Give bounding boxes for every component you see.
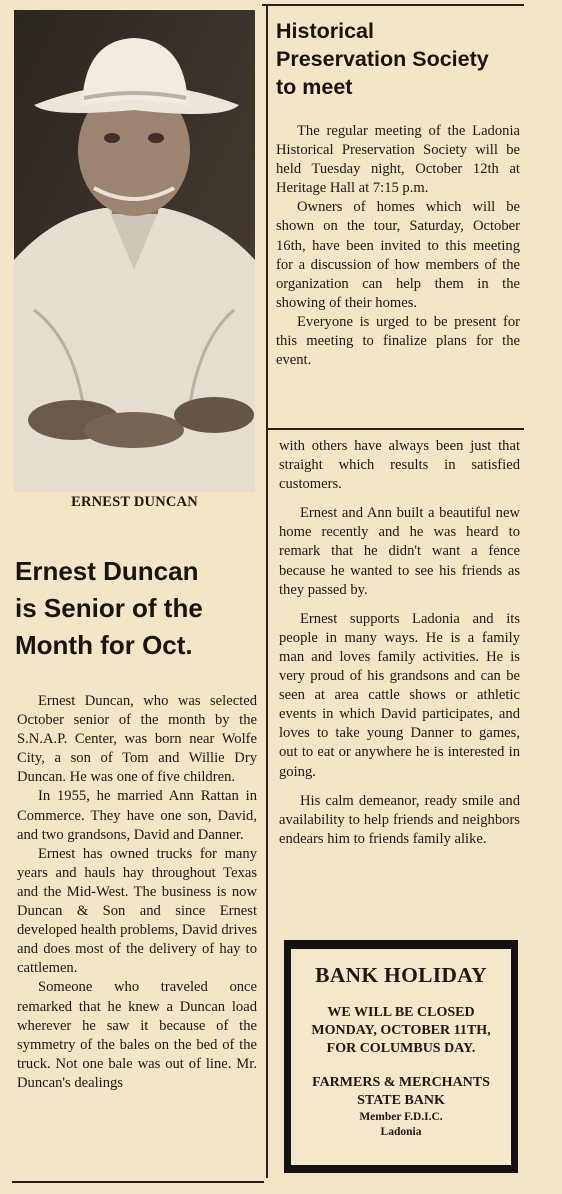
article-paragraph: Ernest and Ann built a beautiful new home recently and he was heard to remark that he didn't want a fence because he wanted to see his friends as they passed by. [279,505,520,598]
bottom-rule-left [12,1181,264,1183]
article-paragraph: His calm demeanor, ready smile and availability to help friends and neighbors endears him to friends family alike. [279,792,520,847]
society-headline-line: to meet [276,75,353,99]
senior-headline-line: Ernest Duncan [15,556,199,586]
portrait-illustration [14,10,255,492]
bank-ad-line: WE WILL BE CLOSED [327,1005,475,1020]
article-paragraph: Someone who traveled once remarked that he knew a Duncan load wherever he saw it because of the symmetry of the bales on the bed of the truck. Not one bale was out of line. Mr. Duncan's dealings [17,979,257,1091]
bank-name-line: STATE BANK [357,1093,445,1108]
society-headline [276,17,526,101]
article-paragraph: with others have always been just that straight which results in satisfied customers. [279,438,520,493]
bank-ad-title: BANK HOLIDAY [315,963,487,987]
bank-holiday-ad [284,940,518,1173]
section-rule-right [268,428,524,430]
portrait-photo [14,10,255,492]
senior-headline-line: is Senior of the [15,593,203,623]
article-paragraph: Ernest supports Ladonia and its people in many ways. He is a family man and loves family activities. He is very proud of his grandsons and can be seen at area cattle shows or athletic events in which David participates, and loves to take young Danner to games, out to eat or anywhere he is interested in going. [279,610,520,780]
senior-article-continued [279,437,520,849]
article-paragraph: Ernest Duncan, who was selected October senior of the month by the S.N.A.P. Center, was born near Wolfe City, a son of Tom and Willie Dry Duncan. He was one of five children. [17,693,257,786]
top-rule-right [262,4,524,6]
senior-article-body [17,692,257,1093]
bank-ad-inner [291,949,511,1165]
senior-headline-line: Month for Oct. [15,630,193,660]
article-paragraph: In 1955, he married Ann Rattan in Commerce. They have one son, David, and two grandsons, David and Danner. [17,788,257,843]
bank-ad-line: MONDAY, OCTOBER 11TH, [311,1023,491,1038]
article-paragraph: The regular meeting of the Ladonia Historical Preservation Society will be held Tuesday night, October 12th at Heritage Hall at 7:15 p.m. [276,123,520,197]
photo-caption: ERNEST DUNCAN [71,494,198,510]
senior-headline [15,553,255,664]
society-article-body [276,122,520,370]
article-paragraph: Ernest has owned trucks for many years and hauls hay throughout Texas and the Mid-West. The business is now Duncan & Son and since Ernest developed health problems, David drives and does most of the delivery of hay to cattlemen. [17,845,257,977]
bank-name-line: FARMERS & MERCHANTS [312,1075,490,1090]
society-headline-line: Preservation Society [276,47,489,71]
society-headline-line: Historical [276,19,374,43]
column-divider [266,6,268,1178]
article-paragraph: Everyone is urged to be present for this meeting to finalize plans for the event. [276,313,520,369]
bank-member: Member F.D.I.C. [359,1111,443,1123]
bank-ad-line: FOR COLUMBUS DAY. [326,1041,476,1056]
bank-town: Ladonia [380,1126,422,1138]
bank-name [291,1074,511,1110]
article-paragraph: Owners of homes which will be shown on the tour, Saturday, October 16th, have been invited to this meeting for a discussion of how members of the organization can help them in the showing of their homes. [276,199,520,311]
